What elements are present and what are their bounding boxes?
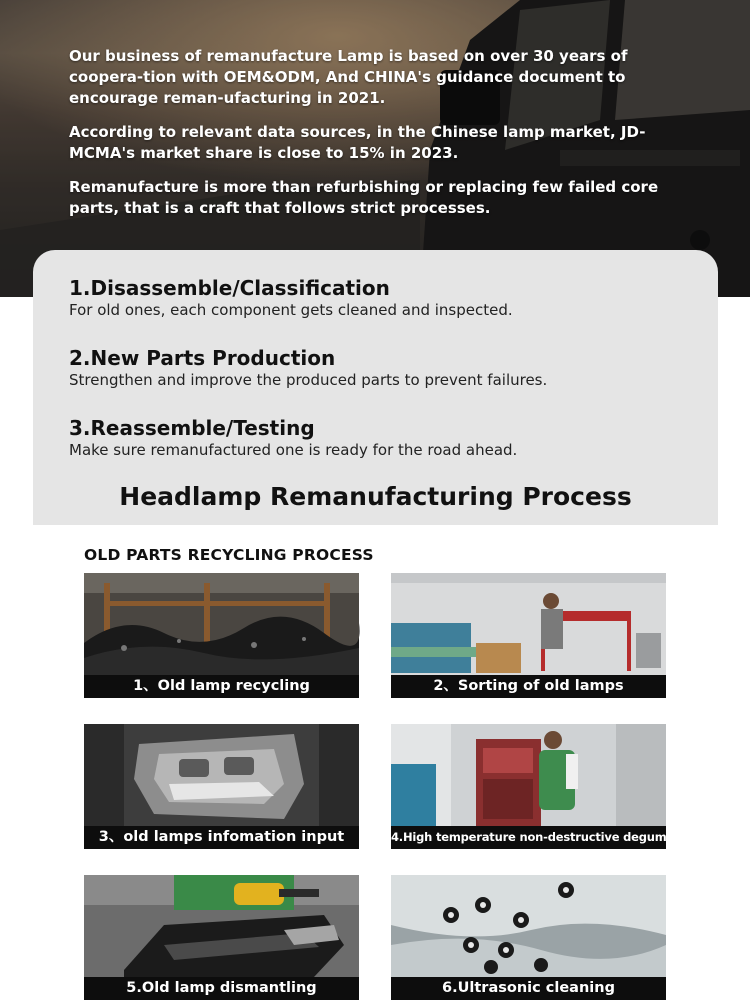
intro-paragraph-market-share: According to relevant data sources, in the Chinese lamp market, JD-MCMA's market share is close to 15% in 2023.	[69, 123, 646, 162]
card-caption: 5.Old lamp dismantling	[84, 977, 359, 1000]
intro-text	[69, 46, 689, 232]
intro-paragraph-history: Our business of remanufacture Lamp is based on over 30 years of coopera-tion with OEM&ODM, And CHINA's guidance document to encourage reman-ufacturing in 2021.	[69, 47, 628, 107]
process-step-reassemble	[69, 416, 517, 460]
recycling-card-6	[391, 875, 666, 1000]
step-title: 1.Disassemble/Classification	[69, 276, 390, 300]
intro-paragraph-craft: Remanufacture is more than refurbishing or replacing few failed core parts, that is a craft that follows strict processes.	[69, 178, 659, 217]
card-caption: 4.High temperature non-destructive degumming	[391, 826, 666, 849]
card-caption: 2、Sorting of old lamps	[391, 675, 666, 698]
process-title: Headlamp Remanufacturing Process	[119, 482, 632, 511]
recycling-card-4	[391, 724, 699, 849]
card-caption: 1、Old lamp recycling	[84, 675, 359, 698]
recycling-card-1	[84, 573, 359, 698]
recycling-card-5	[84, 875, 359, 1000]
recycling-heading: OLD PARTS RECYCLING PROCESS	[84, 546, 374, 564]
step-description: Make sure remanufactured one is ready for the road ahead.	[69, 441, 518, 459]
card-caption: 6.Ultrasonic cleaning	[391, 977, 666, 1000]
recycling-card-2	[391, 573, 666, 698]
process-panel	[33, 250, 718, 525]
process-step-new-parts	[69, 346, 547, 390]
step-description: Strengthen and improve the produced parts to prevent failures.	[69, 371, 548, 389]
process-step-disassemble	[69, 276, 513, 320]
step-title: 2.New Parts Production	[69, 346, 336, 370]
step-title: 3.Reassemble/Testing	[69, 416, 315, 440]
card-caption: 3、old lamps infomation input	[84, 826, 359, 849]
step-description: For old ones, each component gets cleaned and inspected.	[69, 301, 513, 319]
recycling-card-3	[84, 724, 359, 849]
